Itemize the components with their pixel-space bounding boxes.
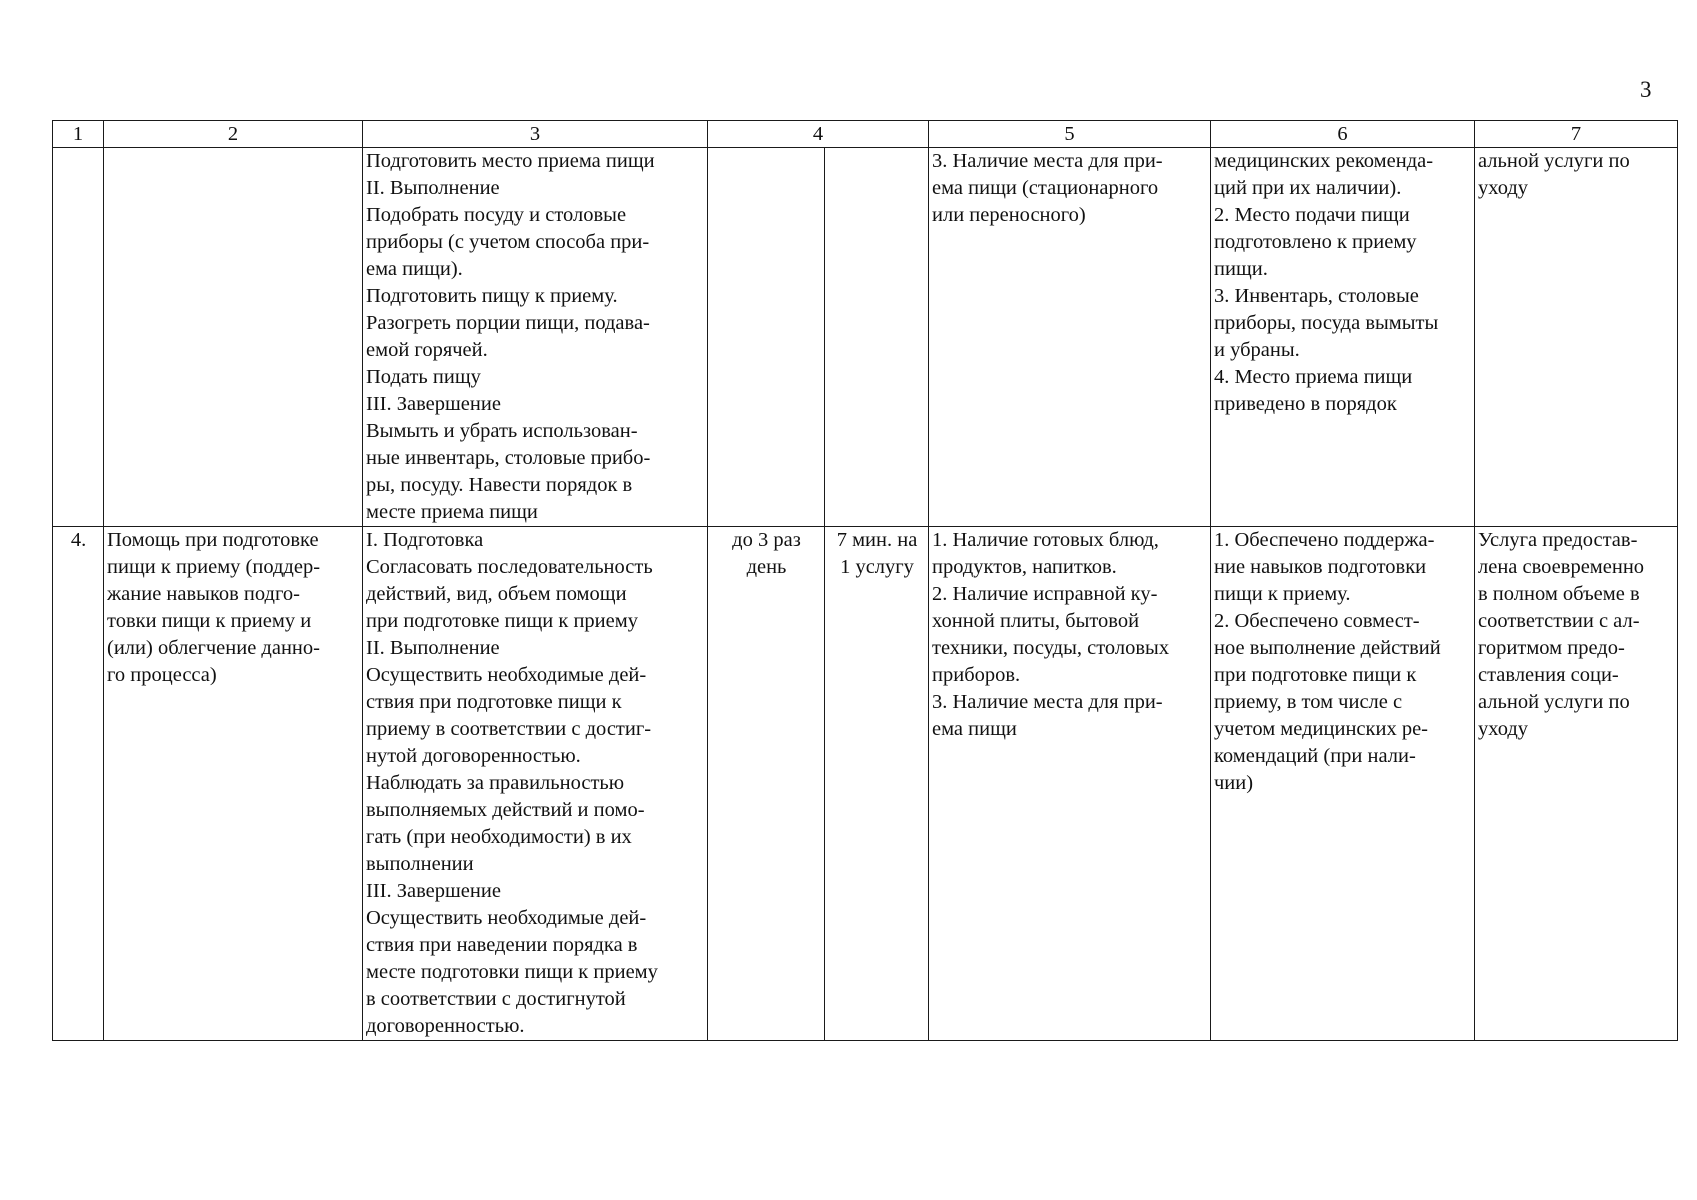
- text-line: Подобрать посуду и столовые: [366, 204, 627, 226]
- text-line: го процесса): [107, 664, 217, 686]
- text-line: комендаций (при нали-: [1214, 745, 1416, 767]
- text-line: альной услуги по: [1478, 691, 1630, 713]
- text-line: или переносного): [932, 204, 1086, 226]
- text-line: Подготовить пищу к приему.: [366, 285, 618, 307]
- cont-cell-conditions: [929, 148, 1211, 527]
- text-line: 2. Наличие исправной ку-: [932, 583, 1158, 605]
- text-line: 4. Место приема пищи: [1214, 366, 1413, 388]
- text-line: III. Завершение: [366, 393, 501, 415]
- text-line: уходу: [1478, 718, 1529, 740]
- text-line: I. Подготовка: [366, 529, 484, 551]
- text-line: приведено в порядок: [1214, 393, 1397, 415]
- text-line: ры, посуду. Навести порядок в: [366, 474, 633, 496]
- text-line: ные инвентарь, столовые прибо-: [366, 447, 651, 469]
- text-line: III. Завершение: [366, 880, 501, 902]
- header-col-6: 6: [1211, 121, 1475, 148]
- text-line: договоренностью.: [366, 1015, 525, 1037]
- text-line: жание навыков подго-: [107, 583, 300, 605]
- text-line: ное выполнение действий: [1214, 637, 1441, 659]
- text-line: 2. Обеспечено совмест-: [1214, 610, 1420, 632]
- text-line: приборы (с учетом способа при-: [366, 231, 650, 253]
- header-col-4: 4: [708, 121, 929, 148]
- text-line: II. Выполнение: [366, 637, 500, 659]
- text-line: 1. Обеспечено поддержа-: [1214, 529, 1435, 551]
- text-line: Помощь при подготовке: [107, 529, 319, 551]
- text-line: подготовлено к приему: [1214, 231, 1417, 253]
- text-line: Согласовать последовательность: [366, 556, 653, 578]
- text-line: приему, в том числе с: [1214, 691, 1403, 713]
- text-line: емой горячей.: [366, 339, 488, 361]
- text-line: Наблюдать за правильностью: [366, 772, 625, 794]
- text-line: месте подготовки пищи к приему: [366, 961, 658, 983]
- cont-cell-assessment: [1475, 148, 1678, 527]
- text-line: лена своевременно: [1478, 556, 1645, 578]
- text-line: ема пищи (стационарного: [932, 177, 1159, 199]
- services-table: [52, 120, 1678, 1041]
- row4-cell-results: [1211, 527, 1475, 1041]
- text-line: Разогреть порции пищи, подава-: [366, 312, 650, 334]
- text-line: до 3 раз: [732, 529, 801, 551]
- text-line: ций при их наличии).: [1214, 177, 1402, 199]
- cont-cell-service: [104, 148, 363, 527]
- text-line: Подготовить место приема пищи: [366, 150, 655, 172]
- table-row-continuation: [53, 148, 1678, 527]
- header-row: [53, 121, 1678, 148]
- text-line: альной услуги по: [1478, 150, 1630, 172]
- text-line: 1. Наличие готовых блюд,: [932, 529, 1159, 551]
- row4-cell-duration: [825, 527, 929, 1041]
- text-line: 3. Наличие места для при-: [932, 691, 1163, 713]
- page-number: 3: [1640, 77, 1652, 102]
- text-line: продуктов, напитков.: [932, 556, 1117, 578]
- text-line: ствия при подготовке пищи к: [366, 691, 622, 713]
- text-line: приборы, посуда вымыты: [1214, 312, 1439, 334]
- text-line: горитмом предо-: [1478, 637, 1625, 659]
- text-line: приему в соответствии с достиг-: [366, 718, 652, 740]
- text-line: при подготовке пищи к: [1214, 664, 1417, 686]
- text-line: медицинских рекоменда-: [1214, 150, 1434, 172]
- cont-cell-number: [53, 148, 104, 527]
- text-line: гать (при необходимости) в их: [366, 826, 632, 848]
- header-col-3: 3: [363, 121, 708, 148]
- text-line: 3. Инвентарь, столовые: [1214, 285, 1419, 307]
- text-line: соответствии с ал-: [1478, 610, 1640, 632]
- text-line: (или) облегчение данно-: [107, 637, 320, 659]
- row4-cell-procedure: [363, 527, 708, 1041]
- cont-cell-results: [1211, 148, 1475, 527]
- text-line: товки пищи к приему и: [107, 610, 312, 632]
- text-line: ставления соци-: [1478, 664, 1619, 686]
- text-line: пищи.: [1214, 258, 1268, 280]
- text-line: Осуществить необходимые дей-: [366, 664, 647, 686]
- text-line: ема пищи: [932, 718, 1017, 740]
- text-line: техники, посуды, столовых: [932, 637, 1170, 659]
- row4-cell-service: [104, 527, 363, 1041]
- row4-cell-number: 4.: [53, 527, 104, 1041]
- row4-cell-conditions: [929, 527, 1211, 1041]
- row4-cell-assessment: [1475, 527, 1678, 1041]
- text-line: Услуга предостав-: [1478, 529, 1638, 551]
- header-col-2: 2: [104, 121, 363, 148]
- text-line: II. Выполнение: [366, 177, 500, 199]
- text-line: ние навыков подготовки: [1214, 556, 1427, 578]
- text-line: в полном объеме в: [1478, 583, 1640, 605]
- text-line: действий, вид, объем помощи: [366, 583, 627, 605]
- text-line: при подготовке пищи к приему: [366, 610, 638, 632]
- text-line: и убраны.: [1214, 339, 1300, 361]
- header-col-5: 5: [929, 121, 1211, 148]
- text-line: месте приема пищи: [366, 501, 538, 523]
- header-col-7: 7: [1475, 121, 1678, 148]
- text-line: Подать пищу: [366, 366, 481, 388]
- text-line: выполнении: [366, 853, 474, 875]
- cont-cell-duration: [825, 148, 929, 527]
- header-col-1: 1: [53, 121, 104, 148]
- text-line: Осуществить необходимые дей-: [366, 907, 647, 929]
- text-line: день: [746, 556, 787, 578]
- text-line: пищи к приему (поддер-: [107, 556, 321, 578]
- text-line: приборов.: [932, 664, 1021, 686]
- text-line: нутой договоренностью.: [366, 745, 581, 767]
- table-row-4: [53, 527, 1678, 1041]
- text-line: чии): [1214, 772, 1254, 794]
- text-line: Вымыть и убрать использован-: [366, 420, 638, 442]
- text-line: ствия при наведении порядка в: [366, 934, 638, 956]
- text-line: 1 услугу: [840, 556, 914, 578]
- text-line: в соответствии с достигнутой: [366, 988, 626, 1010]
- text-line: учетом медицинских ре-: [1214, 718, 1428, 740]
- cont-cell-frequency: [708, 148, 825, 527]
- row4-cell-frequency: [708, 527, 825, 1041]
- text-line: выполняемых действий и помо-: [366, 799, 645, 821]
- text-line: ема пищи).: [366, 258, 463, 280]
- text-line: 3. Наличие места для при-: [932, 150, 1163, 172]
- text-line: 2. Место подачи пищи: [1214, 204, 1410, 226]
- text-line: 7 мин. на: [836, 529, 918, 551]
- text-line: пищи к приему.: [1214, 583, 1351, 605]
- text-line: хонной плиты, бытовой: [932, 610, 1140, 632]
- cont-cell-procedure: [363, 148, 708, 527]
- text-line: уходу: [1478, 177, 1529, 199]
